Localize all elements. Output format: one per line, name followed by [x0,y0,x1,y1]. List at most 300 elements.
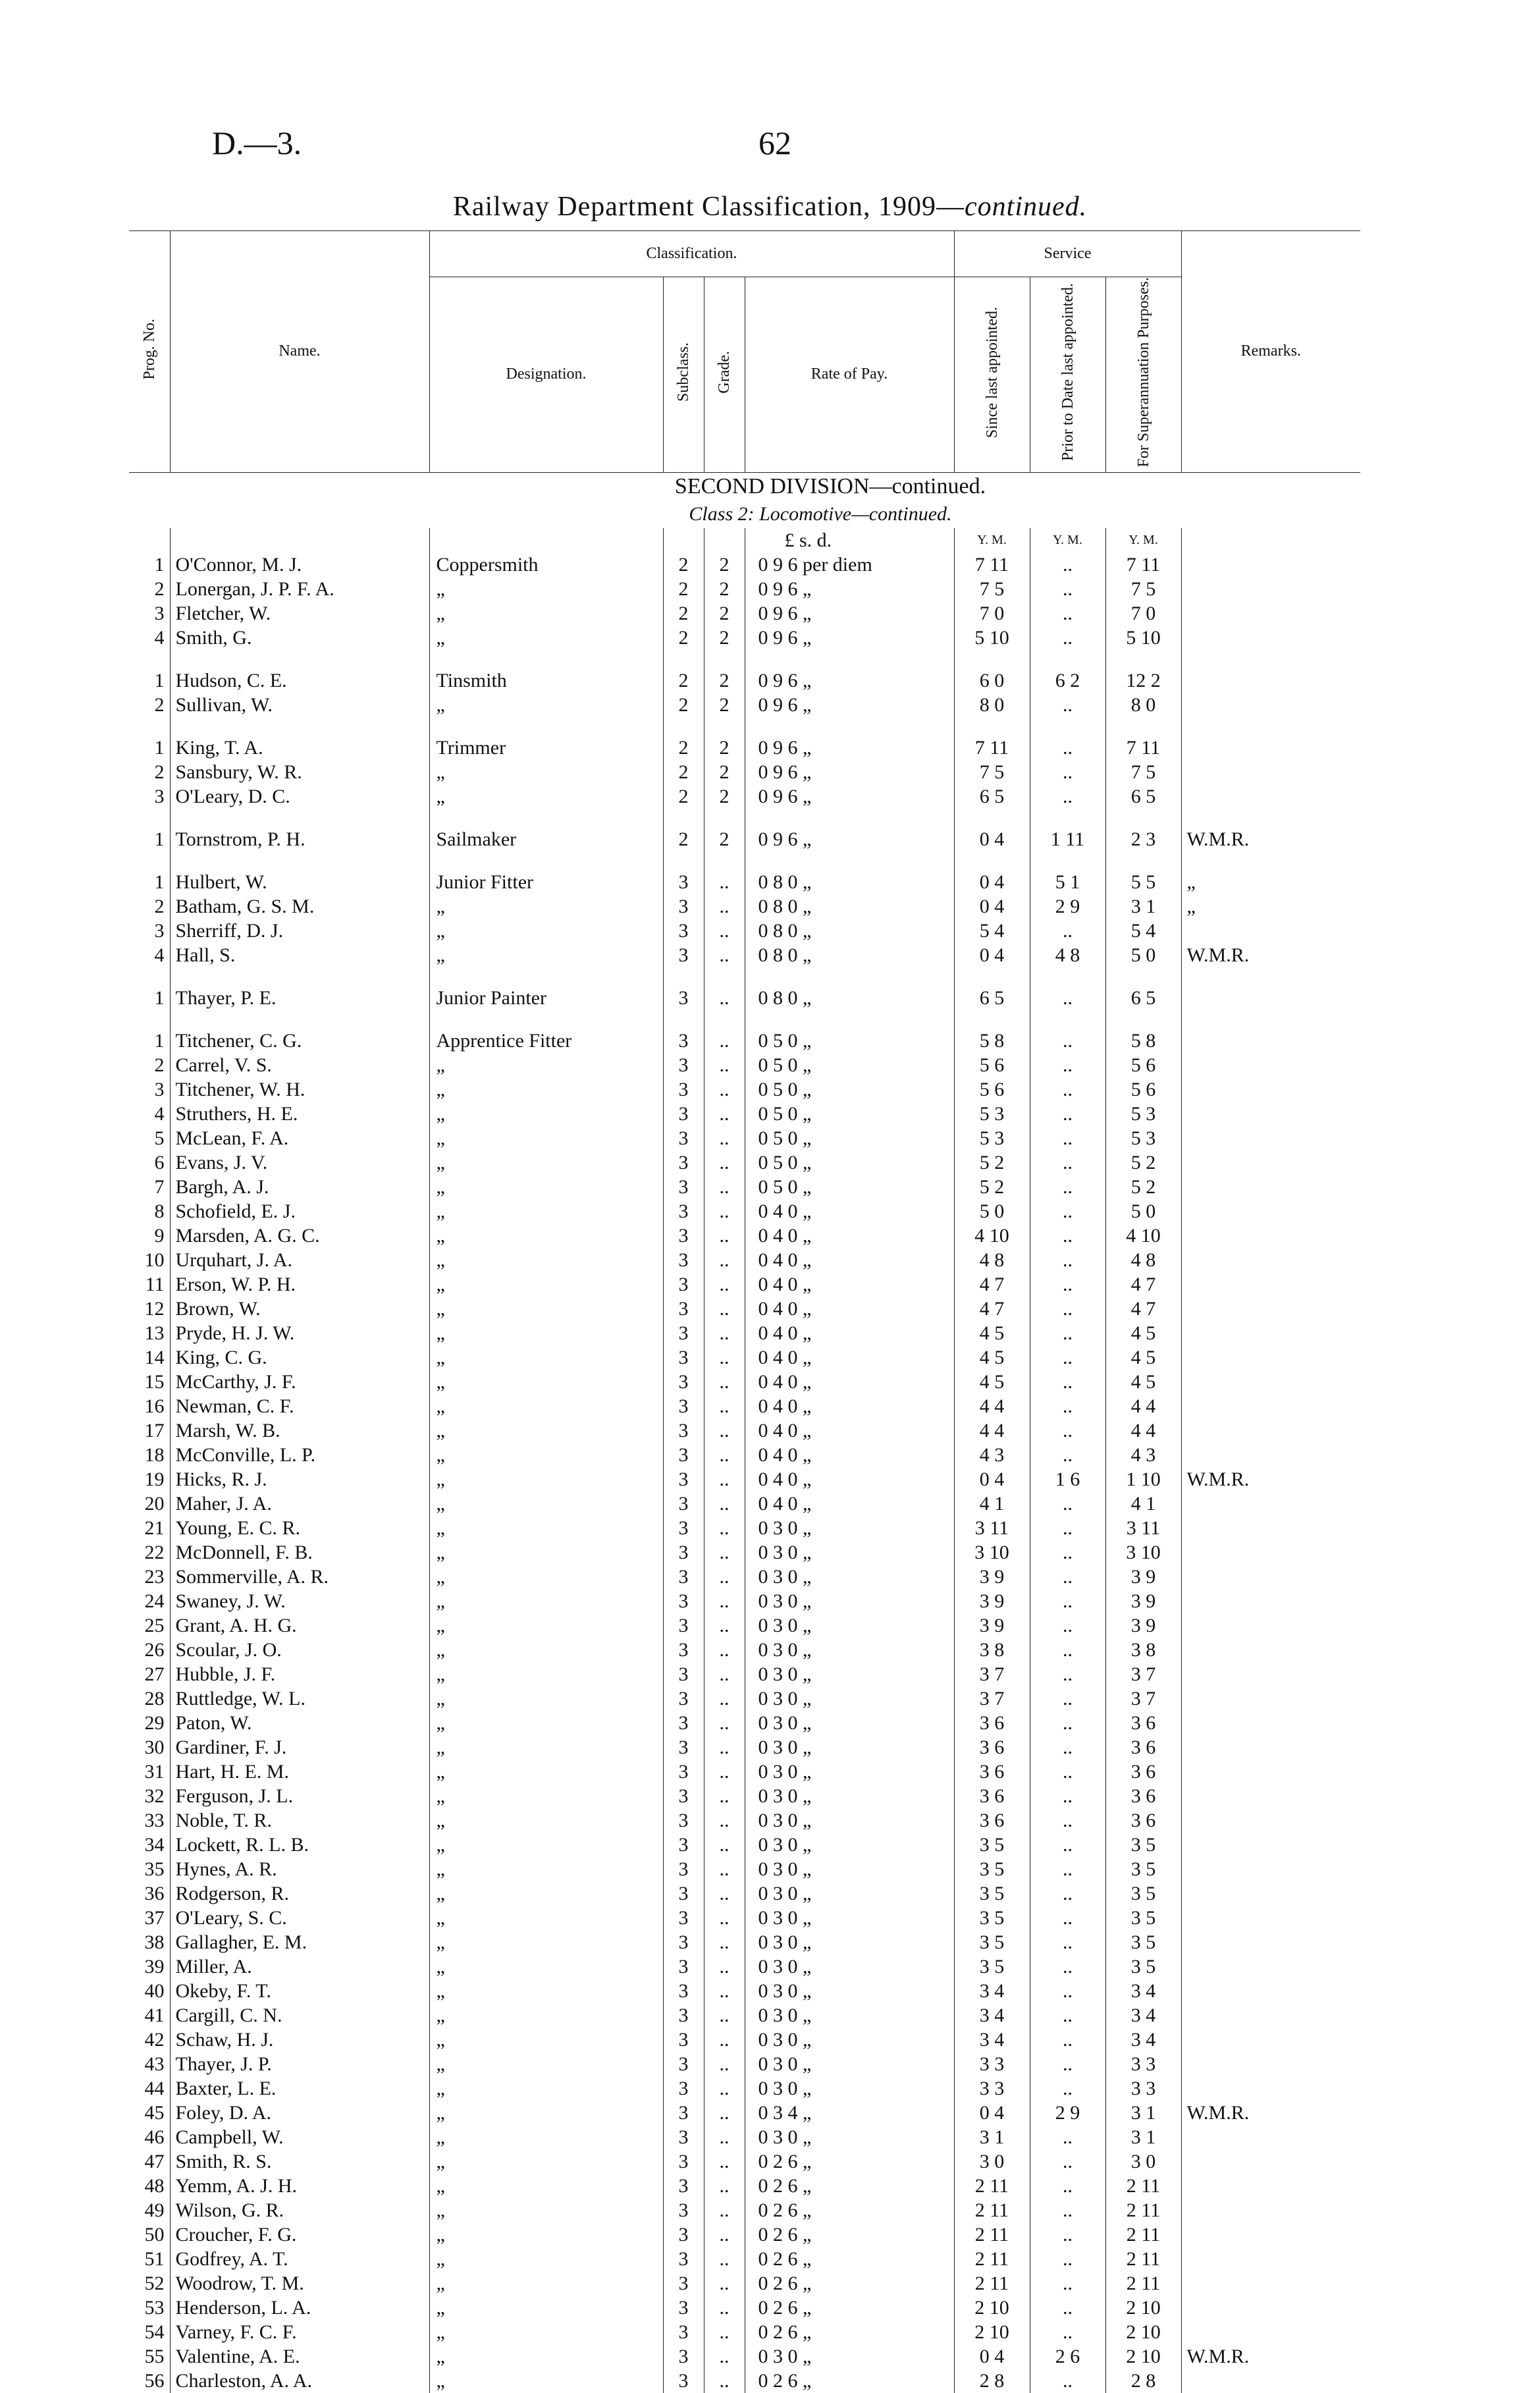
cell-prior: 4 8 [1030,943,1105,967]
cell-subclass: 3 [663,2344,704,2369]
cell-designation: „ [429,1930,663,1954]
cell-grade: .. [704,2125,745,2149]
cell-prog-no: 16 [144,1395,165,1417]
cell-superannuation: 5 2 [1105,1150,1181,1175]
table-row [129,1418,1360,1443]
cell-prior: .. [1030,2028,1105,2052]
table-row [129,1711,1360,1735]
cell-name: Charleston, A. A. [170,2369,429,2393]
cell-prog-no: 47 [144,2150,165,2172]
cell-name: O'Leary, D. C. [170,784,429,809]
cell-remarks [1181,1516,1360,1540]
cell-designation: „ [429,1199,663,1223]
cell-remarks [1181,1638,1360,1662]
cell-grade: .. [704,1833,745,1857]
cell-prog-no: 26 [144,1638,165,1661]
cell-designation: „ [429,2247,663,2271]
table-row [129,1662,1360,1686]
cell-remarks [1181,693,1360,717]
cell-rate: 0 3 0 „ [745,2076,954,2101]
cell-subclass: 2 [663,760,704,784]
table-row [129,2125,1360,2149]
cell-since-last: 4 5 [954,1370,1030,1394]
cell-name: Croucher, F. G. [170,2222,429,2247]
cell-grade: .. [704,2003,745,2028]
cell-subclass: 2 [663,552,704,577]
table-row [129,2198,1360,2222]
cell-superannuation: 7 11 [1105,552,1181,577]
cell-subclass: 3 [663,1345,704,1370]
cell-since-last: 3 9 [954,1613,1030,1638]
cell-grade: .. [704,2320,745,2344]
cell-since-last: 4 5 [954,1345,1030,1370]
cell-name: Newman, C. F. [170,1394,429,1418]
cell-prior: .. [1030,1297,1105,1321]
cell-name: Titchener, C. G. [170,1029,429,1053]
cell-grade: 2 [704,577,745,601]
cell-designation: „ [429,1077,663,1102]
cell-since-last: 3 6 [954,1784,1030,1808]
cell-name: Miller, A. [170,1954,429,1979]
cell-prog-no: 49 [144,2199,165,2221]
cell-superannuation: 7 5 [1105,760,1181,784]
cell-grade: .. [704,1272,745,1297]
cell-subclass: 3 [663,1443,704,1467]
cell-name: Evans, J. V. [170,1150,429,1175]
cell-name: Carrel, V. S. [170,1053,429,1077]
cell-subclass: 3 [663,2198,704,2222]
cell-grade: 2 [704,626,745,650]
cell-rate: 0 2 6 „ [745,2174,954,2198]
col-prior: Prior to Date last appointed. [1030,277,1105,473]
cell-name: Noble, T. R. [170,1808,429,1833]
cell-prog-no: 27 [144,1663,165,1685]
cell-rate: 0 5 0 „ [745,1175,954,1199]
cell-prog-no: 1 [154,986,165,1009]
cell-remarks: W.M.R. [1181,1467,1360,1492]
cell-subclass: 2 [663,784,704,809]
cell-name: McCarthy, J. F. [170,1370,429,1394]
cell-since-last: 2 10 [954,2296,1030,2320]
cell-remarks [1181,1906,1360,1930]
table-row [129,577,1360,601]
table-row [129,1857,1360,1881]
cell-superannuation: 2 11 [1105,2174,1181,2198]
cell-prior: .. [1030,760,1105,784]
cell-remarks [1181,2028,1360,2052]
cell-name: Smith, R. S. [170,2149,429,2174]
cell-remarks [1181,2198,1360,2222]
cell-superannuation: 5 3 [1105,1102,1181,1126]
cell-since-last: 3 6 [954,1735,1030,1760]
cell-name: Wilson, G. R. [170,2198,429,2222]
cell-grade: .. [704,1029,745,1053]
cell-superannuation: 3 1 [1105,2125,1181,2149]
cell-name: Woodrow, T. M. [170,2271,429,2296]
table-row [129,2028,1360,2052]
cell-rate: 0 3 0 „ [745,1516,954,1540]
cell-subclass: 3 [663,1930,704,1954]
cell-superannuation: 4 3 [1105,1443,1181,1467]
cell-grade: .. [704,1540,745,1565]
cell-designation: „ [429,1686,663,1711]
cell-designation: Junior Painter [429,986,663,1010]
cell-since-last: 3 7 [954,1686,1030,1711]
cell-prog-no: 13 [144,1322,165,1344]
cell-designation: „ [429,1223,663,1248]
table-row [129,1881,1360,1906]
cell-prior: .. [1030,986,1105,1010]
cell-remarks [1181,1443,1360,1467]
cell-grade: .. [704,1370,745,1394]
cell-superannuation: 3 9 [1105,1589,1181,1613]
cell-rate: 0 5 0 „ [745,1077,954,1102]
cell-prog-no: 1 [154,669,165,691]
lsd-heading: £ s. d. [745,528,954,552]
cell-subclass: 2 [663,736,704,760]
cell-prog-no: 43 [144,2053,165,2075]
cell-prog-no: 25 [144,1614,165,1636]
cell-since-last: 3 1 [954,2125,1030,2149]
cell-designation: „ [429,1735,663,1760]
cell-superannuation: 4 5 [1105,1321,1181,1345]
cell-since-last: 5 4 [954,919,1030,943]
cell-superannuation: 3 8 [1105,1638,1181,1662]
table-row [129,1492,1360,1516]
cell-grade: 2 [704,552,745,577]
cell-subclass: 3 [663,2320,704,2344]
cell-prog-no: 22 [144,1541,165,1563]
cell-prior: .. [1030,1029,1105,1053]
cell-designation: Trimmer [429,736,663,760]
cell-subclass: 3 [663,1760,704,1784]
cell-superannuation: 3 1 [1105,894,1181,919]
cell-superannuation: 3 3 [1105,2052,1181,2076]
cell-prog-no: 50 [144,2223,165,2245]
cell-remarks [1181,2296,1360,2320]
cell-rate: 0 5 0 „ [745,1053,954,1077]
cell-superannuation: 8 0 [1105,693,1181,717]
col-grade: Grade. [704,277,745,473]
cell-prior: .. [1030,626,1105,650]
cell-remarks [1181,1370,1360,1394]
cell-remarks [1181,2320,1360,2344]
cell-subclass: 3 [663,943,704,967]
cell-superannuation: 4 8 [1105,1248,1181,1272]
table-row [129,601,1360,626]
cell-prog-no: 1 [154,871,165,893]
cell-remarks [1181,2369,1360,2393]
cell-name: Bargh, A. J. [170,1175,429,1199]
cell-prog-no: 3 [154,1078,165,1100]
cell-rate: 0 3 0 „ [745,1808,954,1833]
cell-name: Okeby, F. T. [170,1979,429,2003]
cell-designation: „ [429,1321,663,1345]
cell-rate: 0 3 0 „ [745,1565,954,1589]
cell-prog-no: 3 [154,602,165,624]
cell-remarks [1181,1589,1360,1613]
cell-grade: 2 [704,601,745,626]
cell-prior: .. [1030,1735,1105,1760]
cell-designation: „ [429,2320,663,2344]
cell-grade: .. [704,1565,745,1589]
cell-remarks [1181,1199,1360,1223]
cell-remarks: „ [1181,870,1360,894]
cell-subclass: 3 [663,870,704,894]
table-row [129,894,1360,919]
table-row [129,827,1360,851]
cell-name: Foley, D. A. [170,2101,429,2125]
col-subclass: Subclass. [663,277,704,473]
cell-prog-no: 3 [154,919,165,942]
cell-grade: .. [704,1199,745,1223]
cell-prior: .. [1030,1248,1105,1272]
cell-remarks [1181,2003,1360,2028]
cell-prior: .. [1030,1565,1105,1589]
cell-name: Young, E. C. R. [170,1516,429,1540]
cell-remarks [1181,919,1360,943]
table-row [129,870,1360,894]
cell-superannuation: 2 11 [1105,2247,1181,2271]
cell-since-last: 3 8 [954,1638,1030,1662]
cell-grade: .. [704,1053,745,1077]
cell-subclass: 3 [663,894,704,919]
cell-prior: .. [1030,2247,1105,2271]
cell-designation: „ [429,760,663,784]
cell-rate: 0 4 0 „ [745,1223,954,1248]
cell-subclass: 3 [663,1735,704,1760]
cell-superannuation: 7 11 [1105,736,1181,760]
table-row [129,1223,1360,1248]
cell-prior: .. [1030,1711,1105,1735]
cell-rate: 0 8 0 „ [745,894,954,919]
cell-subclass: 3 [663,1053,704,1077]
cell-remarks [1181,1297,1360,1321]
cell-prior: .. [1030,2149,1105,2174]
table-row [129,668,1360,693]
cell-name: McConville, L. P. [170,1443,429,1467]
cell-prog-no: 45 [144,2101,165,2124]
cell-prior: .. [1030,1126,1105,1150]
cell-prior: .. [1030,784,1105,809]
cell-rate: 0 4 0 „ [745,1272,954,1297]
cell-grade: .. [704,1345,745,1370]
cell-since-last: 5 10 [954,626,1030,650]
cell-grade: 2 [704,784,745,809]
cell-since-last: 5 3 [954,1102,1030,1126]
cell-superannuation: 4 4 [1105,1418,1181,1443]
cell-remarks [1181,1760,1360,1784]
cell-rate: 0 3 0 „ [745,2125,954,2149]
cell-designation: „ [429,2149,663,2174]
cell-name: Marsh, W. B. [170,1418,429,1443]
cell-name: Maher, J. A. [170,1492,429,1516]
cell-rate: 0 9 6 „ [745,736,954,760]
cell-rate: 0 9 6 „ [745,693,954,717]
cell-remarks [1181,668,1360,693]
cell-remarks [1181,1857,1360,1881]
cell-prog-no: 54 [144,2321,165,2343]
cell-rate: 0 3 0 „ [745,1979,954,2003]
cell-superannuation: 3 0 [1105,2149,1181,2174]
cell-rate: 0 3 0 „ [745,2052,954,2076]
cell-since-last: 3 4 [954,2028,1030,2052]
cell-name: Sansbury, W. R. [170,760,429,784]
cell-prog-no: 39 [144,1955,165,1977]
cell-rate: 0 3 0 „ [745,1589,954,1613]
cell-superannuation: 2 8 [1105,2369,1181,2393]
table-row [129,1345,1360,1370]
table-row [129,986,1360,1010]
cell-designation: „ [429,2198,663,2222]
table-row [129,2247,1360,2271]
cell-rate: 0 9 6 „ [745,626,954,650]
table-row [129,919,1360,943]
cell-since-last: 6 0 [954,668,1030,693]
cell-prior: .. [1030,1760,1105,1784]
cell-subclass: 3 [663,1175,704,1199]
cell-prog-no: 4 [154,1102,165,1125]
cell-prog-no: 2 [154,693,165,716]
cell-prior: .. [1030,1102,1105,1126]
cell-grade: .. [704,2296,745,2320]
cell-subclass: 3 [663,2296,704,2320]
cell-remarks [1181,1930,1360,1954]
cell-superannuation: 3 4 [1105,2028,1181,2052]
cell-superannuation: 3 3 [1105,2076,1181,2101]
cell-grade: .. [704,2149,745,2174]
cell-rate: 0 4 0 „ [745,1345,954,1370]
cell-designation: „ [429,1857,663,1881]
cell-subclass: 3 [663,1565,704,1589]
cell-designation: „ [429,693,663,717]
cell-since-last: 7 11 [954,736,1030,760]
cell-grade: .. [704,1077,745,1102]
table-row [129,1150,1360,1175]
table-row [129,736,1360,760]
cell-prior: .. [1030,1077,1105,1102]
cell-prior: .. [1030,1223,1105,1248]
cell-since-last: 5 3 [954,1126,1030,1150]
cell-rate: 0 2 6 „ [745,2296,954,2320]
cell-since-last: 3 5 [954,1833,1030,1857]
cell-rate: 0 3 0 „ [745,1857,954,1881]
cell-designation: „ [429,1833,663,1857]
cell-grade: .. [704,1126,745,1150]
cell-name: Sommerville, A. R. [170,1565,429,1589]
cell-superannuation: 5 3 [1105,1126,1181,1150]
cell-name: Struthers, H. E. [170,1102,429,1126]
cell-rate: 0 3 0 „ [745,1711,954,1735]
table-row [129,1565,1360,1589]
cell-subclass: 3 [663,2222,704,2247]
cell-rate: 0 2 6 „ [745,2149,954,2174]
table-row [129,2296,1360,2320]
cell-rate: 0 5 0 „ [745,1029,954,1053]
cell-remarks [1181,1272,1360,1297]
cell-designation: Junior Fitter [429,870,663,894]
cell-grade: 2 [704,760,745,784]
table-row [129,2052,1360,2076]
cell-prog-no: 46 [144,2126,165,2148]
table-row [129,1053,1360,1077]
cell-name: McLean, F. A. [170,1126,429,1150]
cell-prog-no: 1 [154,828,165,850]
table-row [129,552,1360,577]
cell-superannuation: 5 4 [1105,919,1181,943]
cell-since-last: 4 5 [954,1321,1030,1345]
cell-subclass: 3 [663,1711,704,1735]
cell-prog-no: 4 [154,626,165,649]
cell-grade: .. [704,1223,745,1248]
cell-subclass: 3 [663,1394,704,1418]
cell-prior: .. [1030,1321,1105,1345]
title-continued: continued. [965,192,1088,222]
table-row [129,2076,1360,2101]
ym-heading-since: Y. M. [954,528,1030,552]
table-row [129,1272,1360,1297]
cell-grade: .. [704,1954,745,1979]
ym-heading-prior: Y. M. [1030,528,1105,552]
cell-superannuation: 4 7 [1105,1297,1181,1321]
cell-name: Urquhart, J. A. [170,1248,429,1272]
cell-rate: 0 3 0 „ [745,1930,954,1954]
cell-rate: 0 3 0 „ [745,1760,954,1784]
cell-rate: 0 9 6 „ [745,827,954,851]
cell-since-last: 3 5 [954,1930,1030,1954]
cell-subclass: 2 [663,827,704,851]
cell-grade: .. [704,1735,745,1760]
cell-remarks [1181,2222,1360,2247]
cell-designation: „ [429,577,663,601]
table-row [129,1516,1360,1540]
cell-prog-no: 51 [144,2247,165,2270]
cell-designation: „ [429,1492,663,1516]
cell-subclass: 3 [663,1370,704,1394]
cell-designation: „ [429,1565,663,1589]
cell-subclass: 3 [663,1321,704,1345]
cell-superannuation: 5 6 [1105,1053,1181,1077]
cell-prior: .. [1030,2369,1105,2393]
cell-grade: 2 [704,736,745,760]
cell-rate: 0 3 0 „ [745,1613,954,1638]
cell-prior: 2 6 [1030,2344,1105,2369]
cell-subclass: 3 [663,1833,704,1857]
cell-superannuation: 5 0 [1105,943,1181,967]
cell-since-last: 6 5 [954,986,1030,1010]
cell-designation: „ [429,1662,663,1686]
cell-designation: „ [429,2174,663,2198]
cell-since-last: 3 5 [954,1857,1030,1881]
cell-superannuation: 3 6 [1105,1808,1181,1833]
cell-subclass: 3 [663,1540,704,1565]
cell-subclass: 3 [663,1150,704,1175]
cell-rate: 0 3 0 „ [745,1735,954,1760]
cell-grade: .. [704,1443,745,1467]
cell-rate: 0 5 0 „ [745,1150,954,1175]
cell-designation: „ [429,1175,663,1199]
cell-prog-no: 2 [154,1054,165,1076]
cell-prog-no: 29 [144,1711,165,1734]
cell-name: Lockett, R. L. B. [170,1833,429,1857]
cell-prior: .. [1030,2076,1105,2101]
cell-name: Rodgerson, R. [170,1881,429,1906]
col-remarks: Remarks. [1181,231,1360,473]
cell-prior: .. [1030,1418,1105,1443]
cell-rate: 0 2 6 „ [745,2247,954,2271]
cell-superannuation: 3 7 [1105,1686,1181,1711]
cell-remarks [1181,1053,1360,1077]
